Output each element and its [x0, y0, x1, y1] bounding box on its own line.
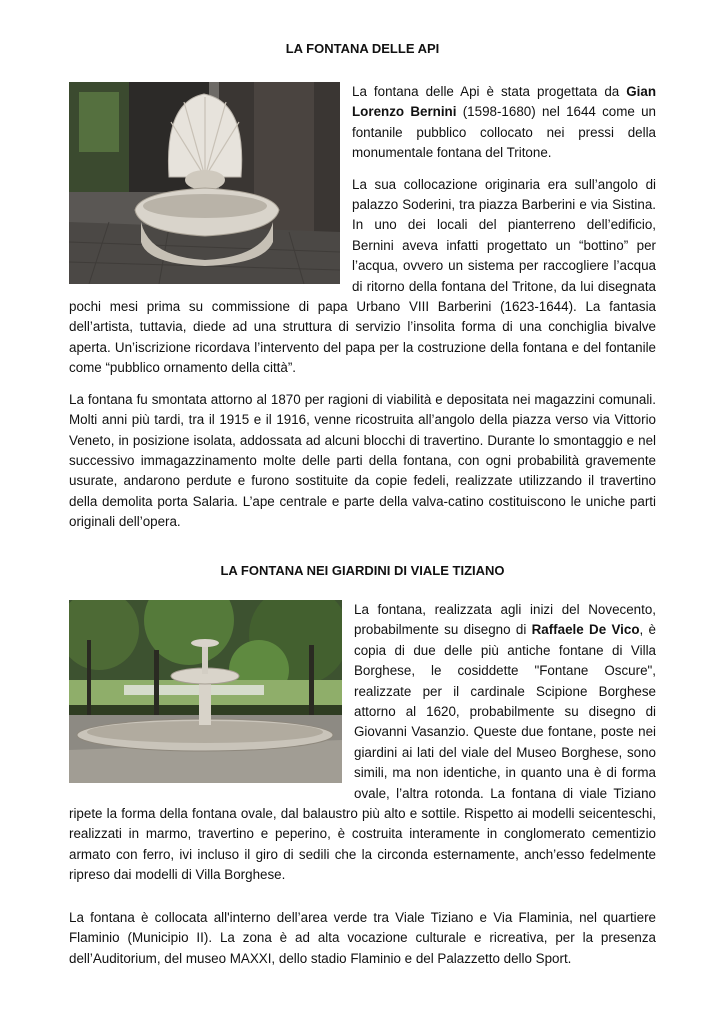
author-de-vico: Raffaele De Vico [531, 622, 640, 638]
paragraph-api-2: La sua collocazione originaria era sull’angolo di palazzo Soderini, tra piazza Barberini e via Sistina. In uno dei locali del pianterreno dell’edificio, Bernini aveva infatti progettato un “bottino” per l’acqua, ovvero un sistema per raccogliere l’acqua di ritorno della fontana del Tritone, da lui disegnata pochi mesi prima su commissione di papa Urbano VIII Barberini (1623-1644). La fantasia dell’artista, tuttavia, diede ad una struttura di servizio l’insolita forma di una conchiglia bivalve aperta. Un’iscrizione ricordava l’intervento del papa per la costruzione della fontana e del fontanile come “pubblico ornamento della città”. [69, 176, 656, 376]
section-title-api: LA FONTANA DELLE API [285, 41, 440, 56]
paragraph-tiziano-2: La fontana è collocata all'interno dell’area verde tra Viale Tiziano e Via Flaminia, nel quartiere Flaminio (Municipio II). La zona è ad alta vocazione culturale e ricreativa, per la presenza dell’Auditorium, del museo MAXXI, dello stadio Flaminio e del Palazzetto dello Sport. [69, 909, 656, 966]
paragraph-tiziano-1: La fontana, realizzata agli inizi del Novecento, probabilmente su disegno di Raffaele De Vico, è copia di due delle più antiche fontane di Villa Borghese, le cosiddette "Fontane Oscure", realizzate per il cardinale Scipione Borghese attorno al 1620, probabilmente su disegno di Giovanni Vasanzio. Queste due fontane, poste nei giardini ai lati del viale del Museo Borghese, sono simili, ma non identiche, in quanto una è di forma ovale, l’altra rotonda. La fontana di viale Tiziano ripete la forma della fontana ovale, dal balaustro più alto e sottile. Rispetto ai modelli seicenteschi, realizzati in marmo, travertino e peperino, è costruita interamente in conglomerato cementizio armato con ferro, ivi incluso il giro di sedili che la circonda esternamente, anch’esso fedelmente ripreso dai modelli di Villa Borghese. [69, 602, 656, 883]
author-bernini: Gian Lorenzo Bernini [352, 84, 656, 120]
section-body-tiziano [69, 600, 656, 980]
photo-fontana-tiziano [69, 600, 342, 783]
photo-fontana-tiziano-drawing [69, 600, 342, 783]
paragraph-api-1: La fontana delle Api è stata progettata da Gian Lorenzo Bernini (1598-1680) nel 1644 come un fontanile pubblico collocato nei pressi della monumentale fontana del Tritone. [352, 84, 657, 161]
photo-fontana-api [69, 82, 340, 284]
section-body-api [69, 82, 656, 544]
paragraph-api-3: La fontana fu smontata attorno al 1870 per ragioni di viabilità e depositata nei magazzini comunali. Molti anni più tardi, tra il 1915 e il 1916, venne ricostruita all’angolo della piazza verso via Vittorio Veneto, in posizione isolata, addossata ad alcuni blocchi di travertino. Durante lo smontaggio e nel successivo immagazzinamento molte delle parti della fontana, con ogni probabilità gravemente usurate, andarono perdute e furono sostituite da copie fedeli, realizzate utilizzando il travertino della demolita porta Salaria. L’ape centrale e parte della valva-catino costituiscono le uniche parti originali dell’opera. [69, 391, 656, 530]
section-title-tiziano: LA FONTANA NEI GIARDINI DI VIALE TIZIANO [220, 563, 505, 578]
photo-fontana-api-drawing [69, 82, 340, 284]
